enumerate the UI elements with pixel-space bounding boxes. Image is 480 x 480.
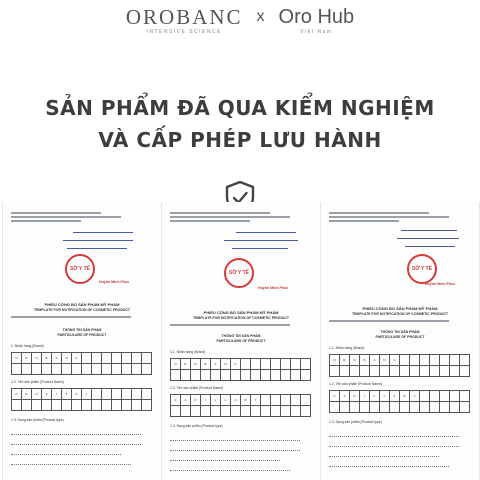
brand-row-label: 1. Nhãn hàng (Brand) bbox=[11, 344, 44, 348]
orobanc-logo bbox=[126, 6, 243, 35]
doc-subtitle: TEMPLATE FOR NOTIFICATION OF COSMETIC PRODUCT bbox=[351, 312, 449, 316]
product-name-grid: C A P I L L A R Y bbox=[170, 394, 311, 417]
section-title-en: PARTICULARS OF PRODUCT bbox=[375, 335, 425, 339]
brand-grid: O R O B A N C bbox=[170, 358, 311, 381]
brand-header bbox=[0, 6, 480, 42]
license-document-3 bbox=[320, 202, 480, 480]
headline-line-1: SẢN PHẨM ĐÃ QUA KIỂM NGHIỆM bbox=[45, 96, 435, 120]
section-title-en: PARTICULARS OF PRODUCT bbox=[57, 333, 107, 337]
product-name-label: 1.2. Tên sản phẩm (Product Name) bbox=[11, 380, 65, 384]
doc-subtitle: TEMPLATE FOR NOTIFICATION OF COSMETIC PRODUCT bbox=[192, 316, 290, 320]
license-document-2 bbox=[161, 202, 321, 480]
brand-grid: O R O B A N C bbox=[329, 354, 470, 377]
section-title: THÔNG TIN SẢN PHẨM bbox=[380, 330, 420, 334]
brand-grid: O R O B A N C bbox=[11, 352, 152, 375]
signer-name: Huỳnh Minh Phúc bbox=[99, 280, 130, 284]
section-title: THÔNG TIN SẢN PHẨM bbox=[221, 334, 261, 338]
brand-row-label: 1.1. Nhãn hàng (Brand) bbox=[170, 350, 206, 354]
brand-separator: x bbox=[256, 8, 265, 25]
license-document-1 bbox=[2, 202, 162, 480]
brand-row-label: 1.1. Nhãn hàng (Brand) bbox=[329, 346, 365, 350]
product-type-label: 1.3. Dạng sản phẩm (Product type) bbox=[329, 420, 382, 424]
doc-title: PHIẾU CÔNG BỐ SẢN PHẨM MỸ PHẨM bbox=[362, 306, 438, 311]
official-stamp: SỞ Y TẾ bbox=[407, 254, 437, 284]
signer-name: Huỳnh Minh Phúc bbox=[425, 282, 456, 286]
signer-name: Huỳnh Minh Phúc bbox=[258, 286, 289, 290]
product-name-grid: P R O V I T A L bbox=[11, 388, 152, 411]
product-name-grid: C A P I L L A R Y bbox=[329, 390, 470, 413]
orohub-logo bbox=[279, 6, 355, 35]
section-title-en: PARTICULARS OF PRODUCT bbox=[216, 339, 266, 343]
official-stamp: SỞ Y TẾ bbox=[65, 254, 95, 284]
orohub-tagline: Việt Nam bbox=[300, 29, 333, 35]
doc-title: PHIẾU CÔNG BỐ SẢN PHẨM MỸ PHẨM bbox=[44, 302, 120, 307]
license-documents bbox=[0, 202, 480, 480]
product-type-label: 1.3. Dạng sản phẩm (Product type) bbox=[170, 424, 223, 428]
doc-title: PHIẾU CÔNG BỐ SẢN PHẨM MỸ PHẨM bbox=[203, 310, 279, 315]
doc-subtitle: TEMPLATE FOR NOTIFICATION OF COSMETIC PRODUCT bbox=[33, 308, 131, 312]
product-type-label: 1.3. Dạng sản phẩm (Product type) bbox=[11, 418, 64, 422]
orohub-name: Oro Hub bbox=[278, 6, 355, 28]
headline-line-2: VÀ CẤP PHÉP LƯU HÀNH bbox=[98, 128, 382, 152]
product-name-label: 1.2. Tên sản phẩm (Product Name) bbox=[170, 386, 224, 390]
section-title: THÔNG TIN SẢN PHẨM bbox=[62, 328, 102, 332]
orobanc-tagline: INTENSIVE SCIENCE bbox=[146, 29, 222, 35]
orobanc-name: OROBANC bbox=[125, 5, 243, 29]
official-stamp: SỞ Y TẾ bbox=[224, 258, 254, 288]
product-name-label: 1.2. Tên sản phẩm (Product Name) bbox=[329, 382, 383, 386]
